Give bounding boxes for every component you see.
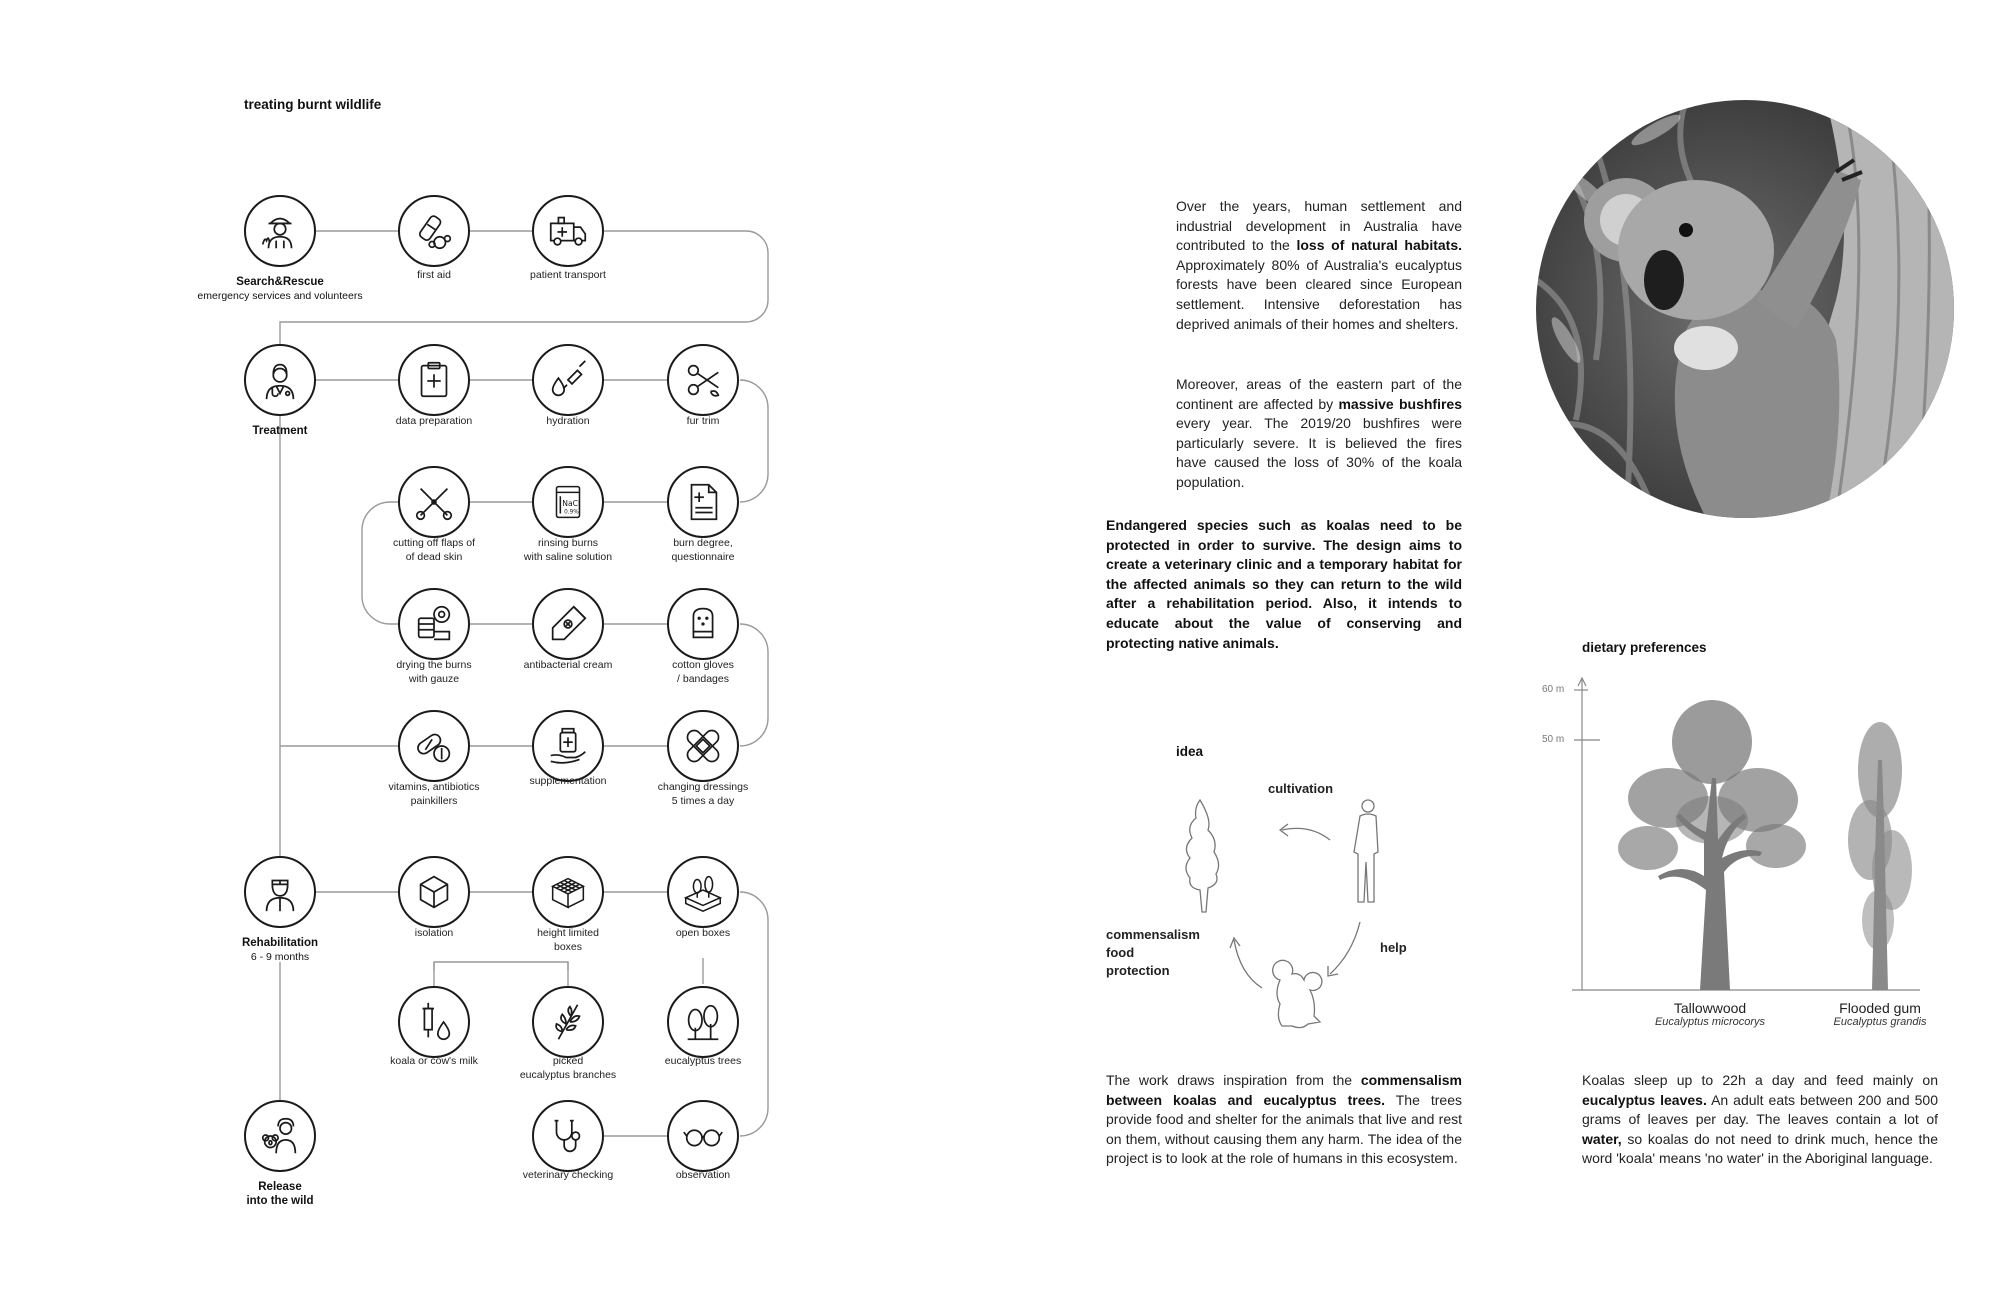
rehabilitation-title: Rehabilitation	[241, 937, 319, 949]
milk-node[interactable]	[398, 986, 470, 1058]
data-preparation-node[interactable]	[398, 344, 470, 416]
observation-label: observation	[675, 1169, 731, 1181]
changing-dressings-line2: 5 times a day	[671, 795, 735, 807]
commensalism-line: commensalism	[1106, 927, 1200, 942]
p4-text: The work draws inspiration from the	[1106, 1072, 1361, 1088]
p5-text-mid: An adult eats between 200 and 500 grams of leaves per day. The leaves contain a lot of	[1582, 1091, 1938, 1128]
p1-text-end: Approximately 80% of Australia's eucalyptus forests have been cleared since European settlement. Intensive deforestation has deprived animals of their homes and shelters.	[1176, 256, 1462, 332]
p2-text-end: every year. The 2019/20 bushfires were particularly severe. It is believed the fires have caused the loss of 30% of the koala population.	[1176, 415, 1462, 490]
human-outline-icon	[1354, 800, 1378, 902]
glasses-icon	[680, 1113, 726, 1159]
protection-line: protection	[1106, 963, 1170, 978]
rehabilitation-label	[185, 936, 375, 964]
tallowwood-latin: Eucalyptus microcorys	[1654, 1016, 1766, 1028]
treatment-label: Treatment	[252, 425, 308, 437]
hydration-node[interactable]	[532, 344, 604, 416]
surgical-scissors-icon	[411, 479, 457, 525]
p1-text: Over the years, human settlement and industrial development in Australia have contributed to the	[1176, 198, 1462, 254]
koala-outline-icon	[1273, 960, 1322, 1027]
svg-text:0.9%: 0.9%	[564, 509, 579, 516]
paragraph-commensalism	[1106, 1071, 1462, 1169]
syringe-drop-icon	[545, 357, 591, 403]
fur-trim-node[interactable]	[667, 344, 739, 416]
bandage-icon	[680, 723, 726, 769]
cotton-gloves-node[interactable]	[667, 588, 739, 660]
drying-burns-line2: with gauze	[408, 673, 460, 685]
vitamins-line2: painkillers	[410, 795, 458, 807]
height-limited-line2: boxes	[553, 941, 583, 953]
burn-degree-label	[608, 536, 798, 564]
cutting-skin-line2: of dead skin	[405, 551, 463, 563]
paragraph-design-aims: Endangered species such as koalas need to be protected in order to survive. The design aims to create a veterinary clinic and a temporary habitat for the affected animals so they can return to the wild after a rehabilitation period. Also, it intends to educate about the value of conserving and protecting native animals.	[1106, 517, 1462, 651]
burn-degree-node[interactable]	[667, 466, 739, 538]
hydration-label: hydration	[546, 415, 590, 427]
height-limited-node[interactable]	[532, 856, 604, 928]
cutting-skin-line1: cutting off flaps of	[392, 537, 476, 549]
cutting-skin-node[interactable]	[398, 466, 470, 538]
ambulance-icon	[545, 208, 591, 254]
treatment-node[interactable]	[244, 344, 316, 416]
dietary-title: dietary preferences	[1582, 640, 1707, 655]
cultivation-label: cultivation	[1268, 781, 1334, 796]
isolation-label: isolation	[414, 927, 454, 939]
p5-bold-water: water,	[1582, 1130, 1622, 1147]
medicine-hand-icon	[545, 723, 591, 769]
open-boxes-label: open boxes	[675, 927, 731, 939]
search-rescue-node[interactable]	[244, 195, 316, 267]
search-rescue-title: Search&Rescue	[236, 276, 324, 288]
burn-degree-line2: questionnaire	[671, 551, 735, 563]
first-aid-icon	[411, 208, 457, 254]
vet-koala-icon	[257, 1113, 303, 1159]
cotton-gloves-line2: / bandages	[677, 673, 729, 685]
p5-text: Koalas sleep up to 22h a day and feed mainly on	[1582, 1072, 1938, 1088]
search-rescue-subtitle: emergency services and volunteers	[197, 290, 363, 302]
cream-tube-icon	[545, 601, 591, 647]
axis-60m-label: 60 m	[1542, 684, 1565, 695]
cotton-gloves-label	[608, 658, 798, 686]
tallowwood-name: Tallowwood	[1673, 1000, 1747, 1016]
changing-dressings-node[interactable]	[667, 710, 739, 782]
rehabilitation-node[interactable]	[244, 856, 316, 928]
p2-bold: massive bushfires	[1338, 395, 1462, 412]
axis-50m-label: 50 m	[1542, 734, 1565, 745]
data-preparation-label: data preparation	[395, 415, 473, 427]
milk-syringe-icon	[411, 999, 457, 1045]
p2-text: Moreover, areas of the eastern part of the continent are affected by	[1176, 376, 1462, 412]
patient-transport-node[interactable]	[532, 195, 604, 267]
observation-node[interactable]	[667, 1100, 739, 1172]
first-aid-node[interactable]	[398, 195, 470, 267]
antibacterial-cream-label: antibacterial cream	[523, 659, 613, 671]
changing-dressings-line1: changing dressings	[657, 781, 749, 793]
rescuer-icon	[257, 208, 303, 254]
drying-burns-node[interactable]	[398, 588, 470, 660]
veterinary-checking-label: veterinary checking	[522, 1169, 614, 1181]
eucalyptus-trees-label: eucalyptus trees	[664, 1055, 742, 1067]
open-boxes-node[interactable]	[667, 856, 739, 928]
svg-text:NaCl: NaCl	[562, 498, 581, 508]
leaf-branch-icon	[545, 999, 591, 1045]
koala-photo	[1536, 100, 1954, 518]
flooded-gum-label	[1800, 1000, 1960, 1028]
saline-bottle-icon	[545, 479, 591, 525]
flooded-gum-tree	[1848, 722, 1912, 990]
eucalyptus-branches-node[interactable]	[532, 986, 604, 1058]
release-node[interactable]	[244, 1100, 316, 1172]
milk-label: koala or cow's milk	[390, 1055, 478, 1067]
doctor-icon	[257, 357, 303, 403]
food-line: food	[1106, 945, 1135, 960]
flooded-gum-name: Flooded gum	[1839, 1000, 1921, 1016]
rinsing-burns-node[interactable]	[532, 466, 604, 538]
drying-burns-line1: drying the burns	[396, 659, 472, 671]
flooded-gum-latin: Eucalyptus grandis	[1833, 1016, 1927, 1028]
release-title: Release	[258, 1181, 302, 1193]
patient-transport-label: patient transport	[530, 269, 606, 281]
p1-bold: loss of natural habitats.	[1296, 237, 1462, 254]
tallowwood-label	[1620, 1000, 1800, 1028]
rehabilitation-subtitle: 6 - 9 months	[250, 951, 310, 963]
first-aid-label: first aid	[417, 269, 451, 281]
glove-icon	[680, 601, 726, 647]
p5-bold-leaves: eucalyptus leaves.	[1582, 1091, 1707, 1108]
p4-text-end: The trees provide food and shelter for the animals that live and rest on them, without causing them any harm. The idea of the project is to look at the role of humans in this ecosystem.	[1106, 1091, 1462, 1167]
veterinary-checking-node[interactable]	[532, 1100, 604, 1172]
trees-icon	[680, 999, 726, 1045]
eucalyptus-trees-node[interactable]	[667, 986, 739, 1058]
cotton-gloves-line1: cotton gloves	[672, 659, 734, 671]
tallowwood-tree	[1618, 700, 1806, 990]
changing-dressings-label	[608, 780, 798, 808]
stethoscope-icon	[545, 1113, 591, 1159]
rinsing-burns-line2: with saline solution	[523, 551, 613, 563]
help-label: help	[1380, 940, 1407, 955]
paragraph-bushfires	[1176, 375, 1462, 493]
pill-icon	[411, 723, 457, 769]
gauze-roll-icon	[411, 601, 457, 647]
idea-title: idea	[1176, 744, 1204, 759]
isolation-node[interactable]	[398, 856, 470, 928]
nurse-icon	[257, 869, 303, 915]
cube-icon	[411, 869, 457, 915]
release-subtitle: into the wild	[246, 1195, 314, 1207]
open-box-trees-icon	[680, 869, 726, 915]
paragraph-habitats	[1176, 197, 1462, 334]
supplementation-node[interactable]	[532, 710, 604, 782]
fur-trim-label: fur trim	[686, 415, 720, 427]
eucalyptus-branches-line1: picked	[552, 1055, 584, 1067]
tree-outline-icon	[1186, 800, 1219, 912]
medical-document-icon	[680, 479, 726, 525]
supplementation-label: supplementation	[529, 775, 607, 787]
burn-degree-line1: burn degree,	[673, 537, 733, 549]
release-label	[185, 1180, 375, 1208]
vitamins-node[interactable]	[398, 710, 470, 782]
paragraph-diet	[1582, 1071, 1938, 1169]
height-limited-line1: height limited	[537, 927, 599, 939]
scissors-icon	[680, 357, 726, 403]
rinsing-burns-line1: rinsing burns	[537, 537, 599, 549]
p5-text-end: so koalas do not need to drink much, hence the word 'koala' means 'no water' in the Aboriginal language.	[1582, 1130, 1938, 1167]
idea-cycle-diagram	[1170, 790, 1400, 1040]
vitamins-line1: vitamins, antibiotics	[388, 781, 480, 793]
grid-box-icon	[545, 869, 591, 915]
clipboard-icon	[411, 357, 457, 403]
p4-bold: commensalism between koalas and eucalyptus trees.	[1106, 1072, 1462, 1108]
antibacterial-cream-node[interactable]	[532, 588, 604, 660]
eucalyptus-branches-line2: eucalyptus branches	[519, 1069, 617, 1081]
tree-height-chart	[1500, 670, 1940, 1010]
flow-title: treating burnt wildlife	[244, 97, 382, 112]
